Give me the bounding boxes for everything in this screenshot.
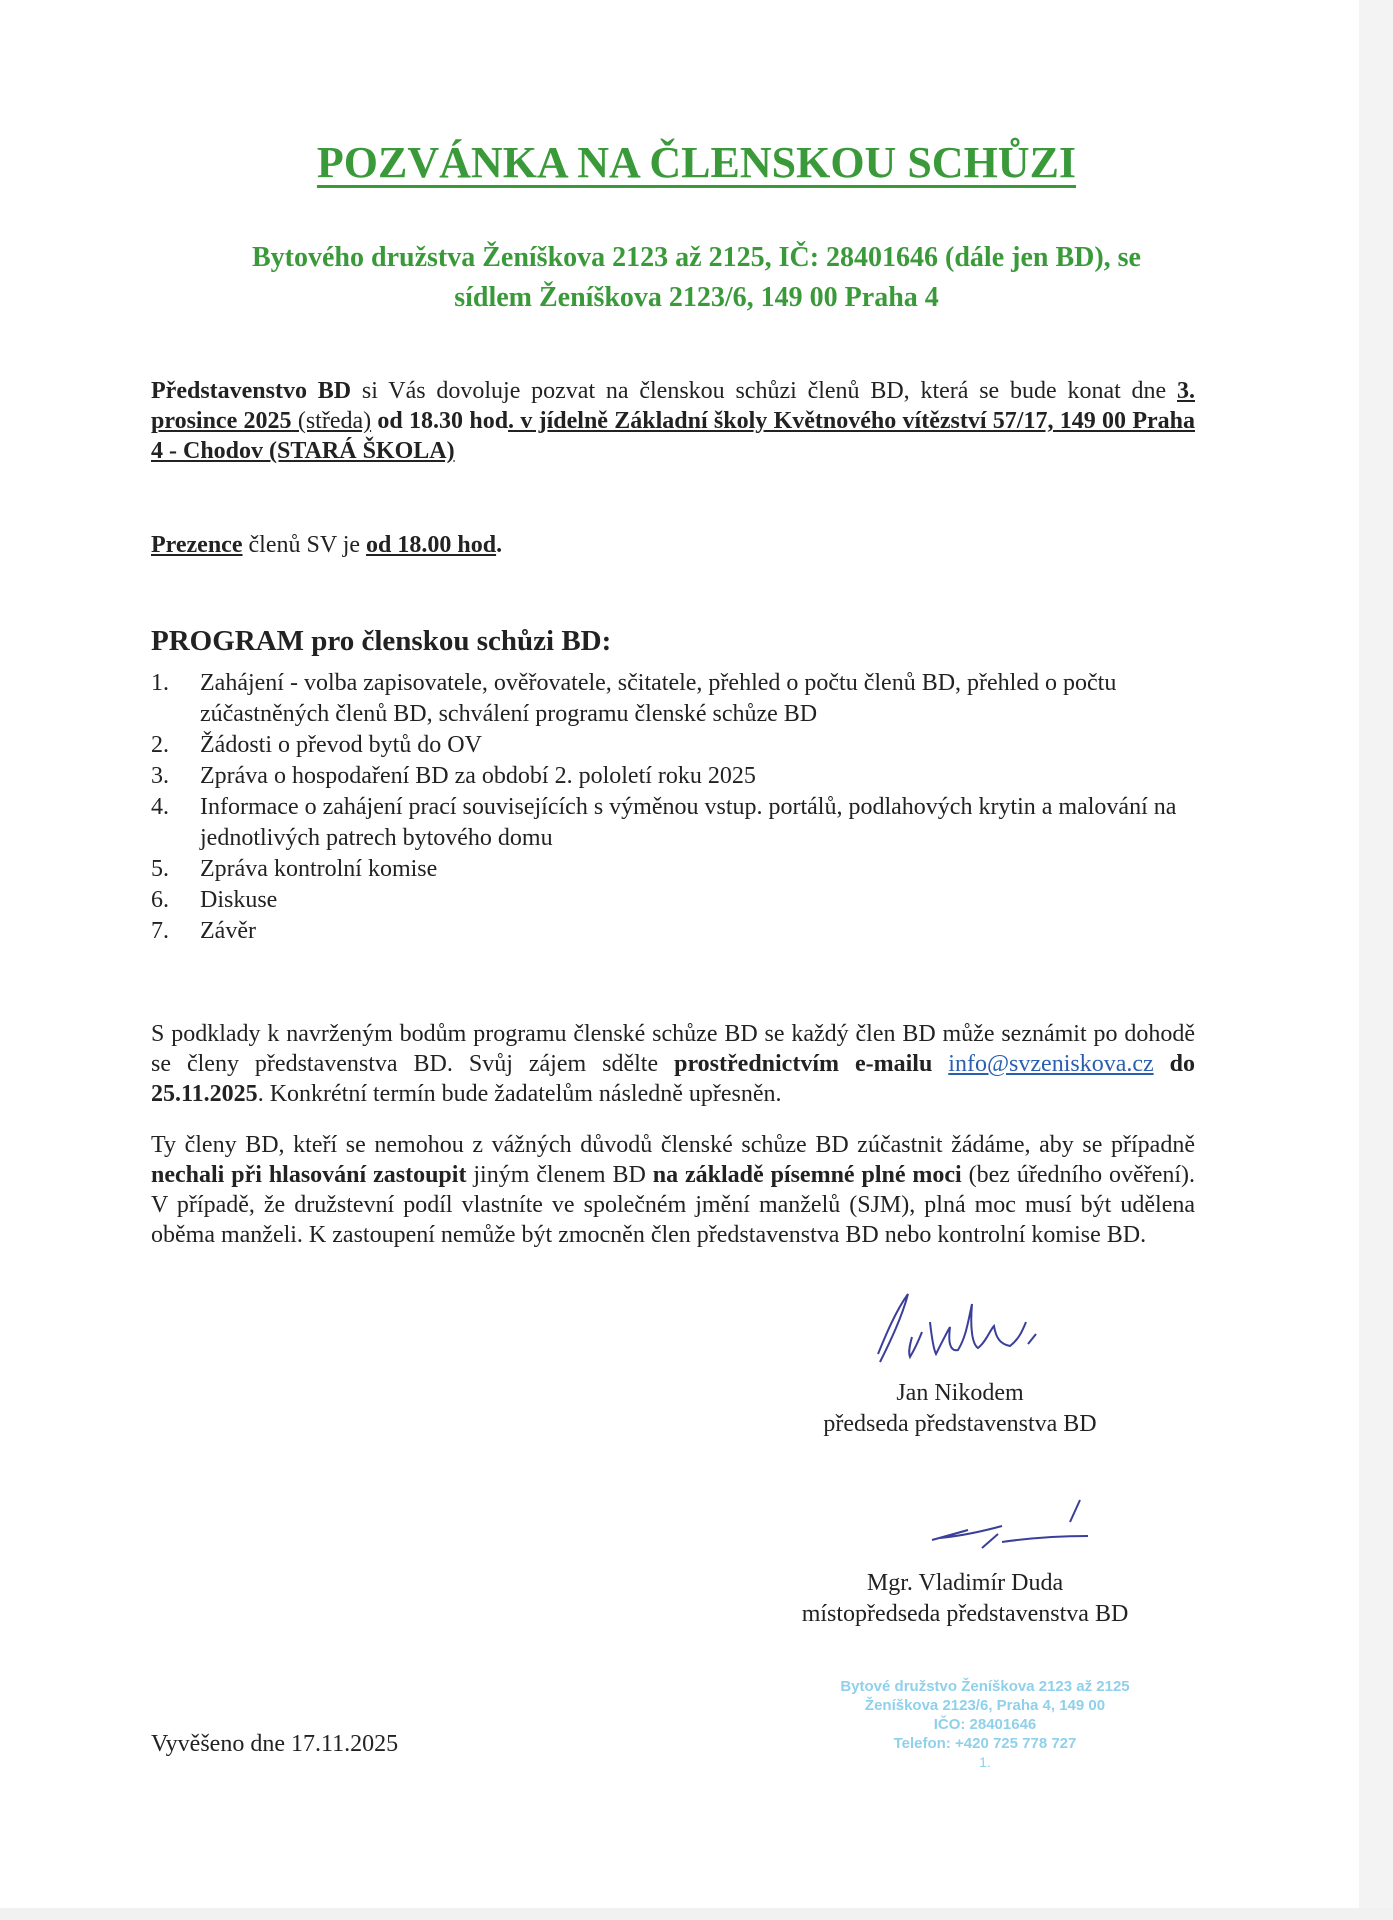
proxy-paragraph: Ty členy BD, kteří se nemohou z vážných důvodů členské schůze BD zúčastnit žádáme, aby se případně nechali při hlasování zastoupit jiným členem BD na základě písemné plné moci (bez úředního ověření). V případě, že družstevní podíl vlastníte ve společném jmění manželů (SJM), plná moc musí být udělena oběma manželi. K zastoupení nemůže být zmocněn člen představenstva BD nebo kontrolní komise BD. [151,1132,1196,1248]
program-item: 6. Diskuse [151,887,278,913]
posted-date: Vyvěšeno dne 17.11.2025 [151,1731,399,1757]
email-link[interactable]: info@svzeniskova.cz [948,1051,1154,1077]
signer-role: předseda představenstva BD [823,1411,1097,1437]
signature-nikodem-image [850,1282,1090,1377]
subtitle-line-2: sídlem Ženíškova 2123/6, 149 00 Praha 4 [454,282,939,313]
program-item: 7. Závěr [151,918,256,944]
program-item: 4. Informace o zahájení prací souvisejících s výměnou vstup. portálů, podlahových krytin a malování na jednotlivých patrech bytového domu [151,794,1177,851]
subtitle-line-1: Bytového družstva Ženíškova 2123 až 2125, IČ: 28401646 (dále jen BD), se [252,242,1141,273]
program-item: 1. Zahájení - volba zapisovatele, ověřovatele, sčitatele, přehled o počtu členů BD, přehled o počtu zúčastněných členů BD, schválení programu členské schůze BD [151,670,1117,727]
stamp-line: 1. [979,1754,991,1770]
stamp-line: IČO: 28401646 [933,1716,1037,1733]
cooperative-stamp [760,1677,1210,1772]
intro-paragraph: Představenstvo BD si Vás dovoluje pozvat na členskou schůzi členů BD, která se bude konat dne 3. prosince 2025 (středa) od 18.30 hod. v jídelně Základní školy Květnového vítězství 57/17, 149 00 Praha 4 - Chodov (STARÁ ŠKOLA) [151,378,1195,464]
program-item: 2. Žádosti o převod bytů do OV [151,732,482,758]
signature-duda-image [920,1490,1095,1560]
presence-line: Prezence členů SV je od 18.00 hod. [151,532,503,558]
scan-edge [1359,0,1393,1920]
signer-name: Mgr. Vladimír Duda [866,1570,1064,1596]
program-heading: PROGRAM pro členskou schůzi BD: [151,625,612,657]
signer-duda [720,1568,1210,1630]
documents-paragraph: S podklady k navrženým bodům programu členské schůze BD se každý člen BD může seznámit po dohodě se členy představenstva BD. Svůj zájem sdělte prostřednictvím e-mailu info@svzeniskova.cz do 25.11.2025. Konkrétní termín bude žadatelům následně upřesněn. [151,1021,1195,1107]
program-item: 5. Zpráva kontrolní komise [151,856,438,882]
program-list [151,668,1195,947]
signer-role: místopředseda představenstva BD [801,1601,1129,1627]
stamp-line: Bytové družstvo Ženíškova 2123 až 2125 [840,1678,1130,1695]
signer-nikodem [760,1378,1160,1440]
program-item: 3. Zpráva o hospodaření BD za období 2. pololetí roku 2025 [151,763,756,789]
page-title: POZVÁNKA NA ČLENSKOU SCHŮZI [316,138,1077,187]
signer-name: Jan Nikodem [896,1380,1024,1406]
stamp-line: Ženíškova 2123/6, Praha 4, 149 00 [864,1697,1106,1714]
cooperative-subtitle [150,238,1243,318]
scan-bottom-edge [0,1908,1393,1920]
stamp-line: Telefon: +420 725 778 727 [893,1735,1077,1752]
